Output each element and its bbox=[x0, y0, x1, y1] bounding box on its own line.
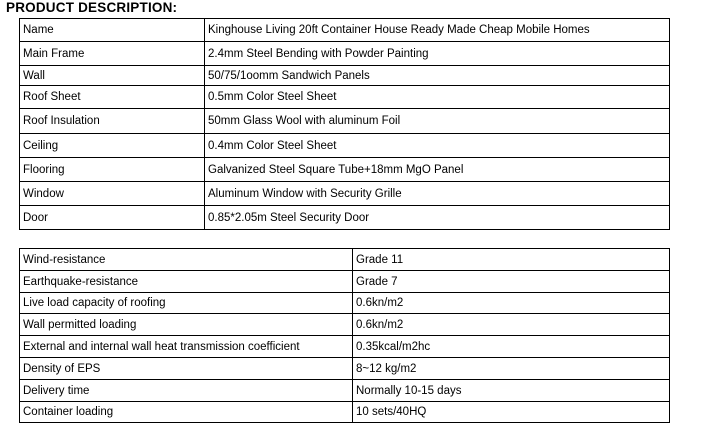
table-row bbox=[20, 314, 670, 336]
table-row bbox=[20, 158, 670, 182]
table-row bbox=[20, 66, 670, 86]
spec-value: 0.85*2.05m Steel Security Door bbox=[205, 206, 670, 230]
table-row bbox=[20, 206, 670, 230]
spec-value: 0.6kn/m2 bbox=[353, 314, 670, 336]
spec-value: 0.35kcal/m2hc bbox=[353, 336, 670, 358]
spec-value: 0.5mm Color Steel Sheet bbox=[205, 86, 670, 109]
spec-value: Normally 10-15 days bbox=[353, 380, 670, 402]
spec-label: Wall permitted loading bbox=[20, 314, 353, 336]
spec-label: Container loading bbox=[20, 402, 353, 423]
spec-label: External and internal wall heat transmission coefficient bbox=[20, 336, 353, 358]
table-row bbox=[20, 109, 670, 134]
spec-value: Grade 7 bbox=[353, 271, 670, 293]
spec-value: Kinghouse Living 20ft Container House Ready Made Cheap Mobile Homes bbox=[205, 19, 670, 42]
spec-label: Main Frame bbox=[20, 42, 205, 66]
spec-value: 10 sets/40HQ bbox=[353, 402, 670, 423]
spec-label: Live load capacity of roofing bbox=[20, 293, 353, 314]
spec-value: 50mm Glass Wool with aluminum Foil bbox=[205, 109, 670, 134]
table-row bbox=[20, 182, 670, 206]
spec-value: 8~12 kg/m2 bbox=[353, 358, 670, 380]
table-row bbox=[20, 358, 670, 380]
spec-value: Galvanized Steel Square Tube+18mm MgO Panel bbox=[205, 158, 670, 182]
spec-label: Roof Sheet bbox=[20, 86, 205, 109]
spec-label: Window bbox=[20, 182, 205, 206]
performance-spec-table bbox=[19, 248, 670, 423]
section-heading: PRODUCT DESCRIPTION: bbox=[6, 0, 178, 15]
spec-label: Roof Insulation bbox=[20, 109, 205, 134]
table-row bbox=[20, 134, 670, 158]
table-row bbox=[20, 402, 670, 423]
spec-label: Wind-resistance bbox=[20, 249, 353, 271]
table-row bbox=[20, 336, 670, 358]
spec-value: 2.4mm Steel Bending with Powder Painting bbox=[205, 42, 670, 66]
table-row bbox=[20, 249, 670, 271]
spec-value: 0.6kn/m2 bbox=[353, 293, 670, 314]
spec-value: 0.4mm Color Steel Sheet bbox=[205, 134, 670, 158]
spec-label: Delivery time bbox=[20, 380, 353, 402]
table-row bbox=[20, 19, 670, 42]
table-row bbox=[20, 271, 670, 293]
table-row bbox=[20, 380, 670, 402]
spec-label: Earthquake-resistance bbox=[20, 271, 353, 293]
spec-value: Grade 11 bbox=[353, 249, 670, 271]
spec-label: Flooring bbox=[20, 158, 205, 182]
spec-value: Aluminum Window with Security Grille bbox=[205, 182, 670, 206]
spec-label: Ceiling bbox=[20, 134, 205, 158]
table-row bbox=[20, 86, 670, 109]
spec-label: Name bbox=[20, 19, 205, 42]
table-row bbox=[20, 293, 670, 314]
spec-label: Wall bbox=[20, 66, 205, 86]
spec-label: Door bbox=[20, 206, 205, 230]
spec-value: 50/75/1oomm Sandwich Panels bbox=[205, 66, 670, 86]
product-spec-table bbox=[19, 18, 670, 230]
table-row bbox=[20, 42, 670, 66]
spec-label: Density of EPS bbox=[20, 358, 353, 380]
